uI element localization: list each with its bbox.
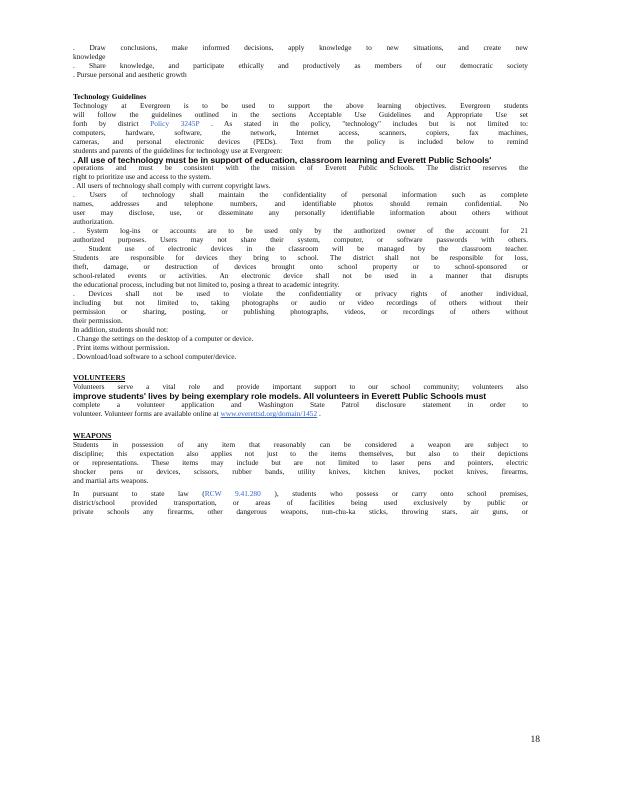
intro-section bbox=[73, 44, 528, 80]
body-line: . Change the settings on the desktop of a computer or device. bbox=[73, 334, 254, 343]
volunteers-section bbox=[73, 373, 528, 419]
rcw-9-41-280-link[interactable]: RCW 9.41.280 bbox=[204, 490, 261, 499]
body-line: permission or sharing, posting, or publishing photographs, videos, or recordings of others without bbox=[73, 307, 528, 316]
body-line: right to prioritize use and access to the system. bbox=[73, 173, 212, 182]
body-line: students and parents of the guidelines for technology use at Evergreen: bbox=[73, 146, 283, 155]
body-line: . Users of technology shall maintain the confidentiality of personal information such as complete bbox=[73, 191, 528, 200]
body-line: Volunteers serve a vital role and provide important support to our school community; volunteers also bbox=[73, 383, 528, 392]
body-line: authorized purposes. Users may not share their system, computer, or software passwords with others. bbox=[73, 236, 528, 245]
intro-line: . Draw conclusions, make informed decisions, apply knowledge to new situations, and create new bbox=[73, 44, 528, 52]
body-line: theft, damage, or destruction of devices brought onto school property or to school-sponsored or bbox=[73, 262, 528, 271]
body-line: authorization. bbox=[73, 218, 114, 227]
body-line: will follow the guidelines outlined in the sections Acceptable Use Guidelines and Appropriate Use set bbox=[73, 110, 528, 119]
body-line: cameras, and personal electronic devices (PEDs). Text from the policy is included below to remind bbox=[73, 137, 528, 146]
weapons-section bbox=[73, 431, 528, 517]
technology-emphasis-line: . All use of technology must be in support of education, classroom learning and Everett Public Schools' bbox=[73, 155, 492, 165]
volunteers-heading: VOLUNTEERS bbox=[73, 373, 126, 383]
body-line: including but not limited to, taking photographs or audio or video recordings of others without their bbox=[73, 298, 528, 307]
body-line: discipline; this expectation also applies not just to the items themselves, but also to their depictions bbox=[73, 450, 528, 459]
body-line: names, addresses and telephone numbers, and identifiable photos should remain confidential. No bbox=[73, 200, 528, 209]
body-line: Students are responsible for devices they bring to school. The district shall not be responsible for loss, bbox=[73, 254, 528, 263]
body-line: private schools any firearms, other dangerous weapons, nun-chu-ka sticks, throwing stars, air guns, or bbox=[73, 507, 528, 516]
body-line: . Print items without permission. bbox=[73, 343, 170, 352]
body-line: Technology at Evergreen is to be used to support the above learning objectives. Evergreen students bbox=[73, 101, 528, 110]
body-line: computers, hardware, software, the network, Internet access, scanners, copiers, fax machines, bbox=[73, 128, 528, 137]
volunteers-emphasis-line: improve students' lives by being exemplary role models. All volunteers in Everett Public Schools must bbox=[73, 392, 487, 402]
volunteer-forms-line: volunteer. Volunteer forms are available online at www.everettsd.org/domain/1452 . bbox=[73, 410, 321, 419]
body-line: district/school provided transportation, or areas of facilities being used exclusively by public or bbox=[73, 498, 528, 507]
technology-heading: Technology Guidelines bbox=[73, 91, 147, 101]
body-line: . Download/load software to a school computer/device. bbox=[73, 352, 237, 361]
policy-line: forth by district Policy 3245P . As stated in the policy, "technology" includes but is not limited to: bbox=[73, 119, 528, 128]
body-line: shocker pens or devices, scissors, rubber bands, utility knives, kitchen knives, pocket knives, firearms, bbox=[73, 468, 528, 477]
body-line: . Devices shall not be used to violate the confidentiality or privacy rights of another individual, bbox=[73, 289, 528, 298]
body-line: . Student use of electronic devices in the classroom will be managed by the classroom teacher. bbox=[73, 245, 528, 254]
intro-line: . Pursue personal and aesthetic growth bbox=[73, 70, 187, 79]
intro-line: . Share knowledge, and participate ethically and productively as members of our democratic society bbox=[73, 61, 528, 70]
body-line: school-related events or activities. An electronic device shall not be used in a manner that disrupts bbox=[73, 271, 528, 280]
policy-3245p-link[interactable]: Policy 3245P bbox=[150, 119, 200, 128]
document-page bbox=[73, 44, 528, 517]
body-line: operations and must be consistent with the mission of Everett Public Schools. The district reserves the bbox=[73, 164, 528, 173]
rcw-line: In pursuant to state law (RCW 9.41.280 ), students who possess or carry onto school premises, bbox=[73, 490, 528, 499]
body-line: In addition, students should not: bbox=[73, 325, 169, 334]
body-line: user may disclose, use, or disseminate any personally identifiable information about others without bbox=[73, 209, 528, 218]
body-line: complete a volunteer application and Washington State Patrol disclosure statement in order to bbox=[73, 401, 528, 410]
weapons-heading: WEAPONS bbox=[73, 431, 112, 441]
body-line: Students in possession of any item that reasonably can be considered a weapon are subject to bbox=[73, 441, 528, 450]
page-number: 18 bbox=[530, 735, 540, 745]
body-line: or representations. These items may include but are not limited to laser pens and pointers, electric bbox=[73, 459, 528, 468]
body-line: their permission. bbox=[73, 316, 123, 325]
technology-section bbox=[73, 92, 528, 362]
intro-line: knowledge bbox=[73, 52, 106, 61]
body-line: . All users of technology shall comply with current copyright laws. bbox=[73, 182, 271, 191]
body-line: . System log-ins or accounts are to be used only by the authorized owner of the account for 21 bbox=[73, 227, 528, 236]
body-line: and martial arts weapons. bbox=[73, 477, 149, 486]
body-line: the educational process, including but not limited to, posing a threat to academic integrity. bbox=[73, 280, 340, 289]
volunteer-forms-link[interactable]: www.everettsd.org/domain/1452 bbox=[220, 410, 318, 419]
